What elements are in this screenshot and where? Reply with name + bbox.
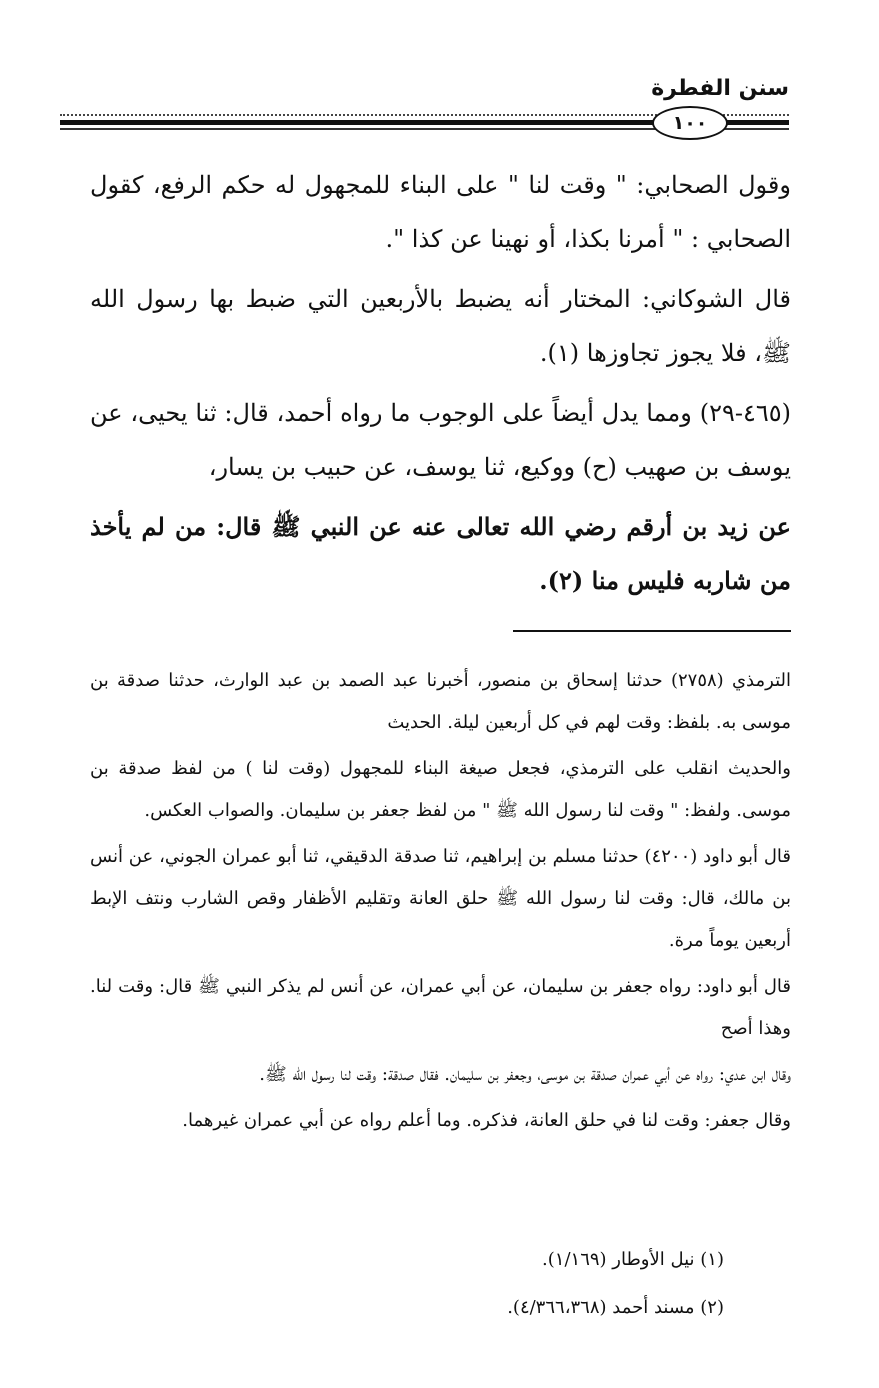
running-title: سنن الفطرة [651,76,789,101]
note-inversion: والحديث انقلب على الترمذي، فجعل صيغة البناء للمجهول (وقت لنا ) من لفظ صدقة بن موسى. ولفظ: " وقت لنا رسول الله ﷺ " من لفظ جعفر بن سليمان. والصواب العكس. [90,758,791,821]
footnote-2: (٢) مسند أحمد (٤/٣٦٦،٣٦٨). [507,1297,724,1318]
footnote-separator [513,630,791,632]
note-abu-dawud-comment: قال أبو داود: رواه جعفر بن سليمان، عن أبي عمران، عن أنس لم يذكر النبي ﷺ قال: وقت لنا. وهذا أصح [90,976,791,1039]
footnotes [90,1236,724,1332]
note-jafar: وقال جعفر: وقت لنا في حلق العانة، فذكره. وما أعلم رواه عن أبي عمران غيرهما. [182,1110,791,1131]
footnote-1: (١) نيل الأوطار (١/١٦٩). [542,1249,724,1270]
page-number: ١٠٠ [652,106,728,140]
page-header [60,70,789,140]
takhrij-notes [90,660,791,1146]
paragraph-hadith-text: عن زيد بن أرقم رضي الله تعالى عنه عن النبي ﷺ قال: من لم يأخذ من شاربه فليس منا (٢). [90,512,791,595]
note-tirmidhi: الترمذي (٢٧٥٨) حدثنا إسحاق بن منصور، أخبرنا عبد الصمد بن عبد الوارث، حدثنا صدقة بن موسى به. بلفظ: وقت لهم في كل أربعين ليلة. الحديث [90,670,791,733]
note-abu-dawud: قال أبو داود (٤٢٠٠) حدثنا مسلم بن إبراهيم، ثنا صدقة الدقيقي، ثنا أبو عمران الجوني، عن أنس بن مالك، قال: وقت لنا رسول الله ﷺ حلق العانة وتقليم الأظفار وقص الشارب ونتف الإبط أربعين يوماً مرة. [90,846,792,951]
paragraph-shawkani: قال الشوكاني: المختار أنه يضبط بالأربعين التي ضبط بها رسول الله ﷺ، فلا يجوز تجاوزها (١). [90,285,791,367]
paragraph-sahabi-statement: وقول الصحابي: " وقت لنا " على البناء للمجهول له حكم الرفع، كقول الصحابي : " أمرنا بكذا، أو نهينا عن كذا ". [90,171,791,253]
main-text [90,158,791,614]
note-ibn-adi: وقال ابن عدي: رواه عن أبي عمران صدقة بن موسى، وجعفر بن سليمان. فقال صدقة: وقت لنا رسول الله ﷺ. [259,1064,791,1085]
paragraph-isnad: (٤٦٥-٢٩) ومما يدل أيضاً على الوجوب ما رواه أحمد، قال: ثنا يحيى، عن يوسف بن صهيب (ح) ووكيع، ثنا يوسف، عن حبيب بن يسار، [90,399,791,481]
